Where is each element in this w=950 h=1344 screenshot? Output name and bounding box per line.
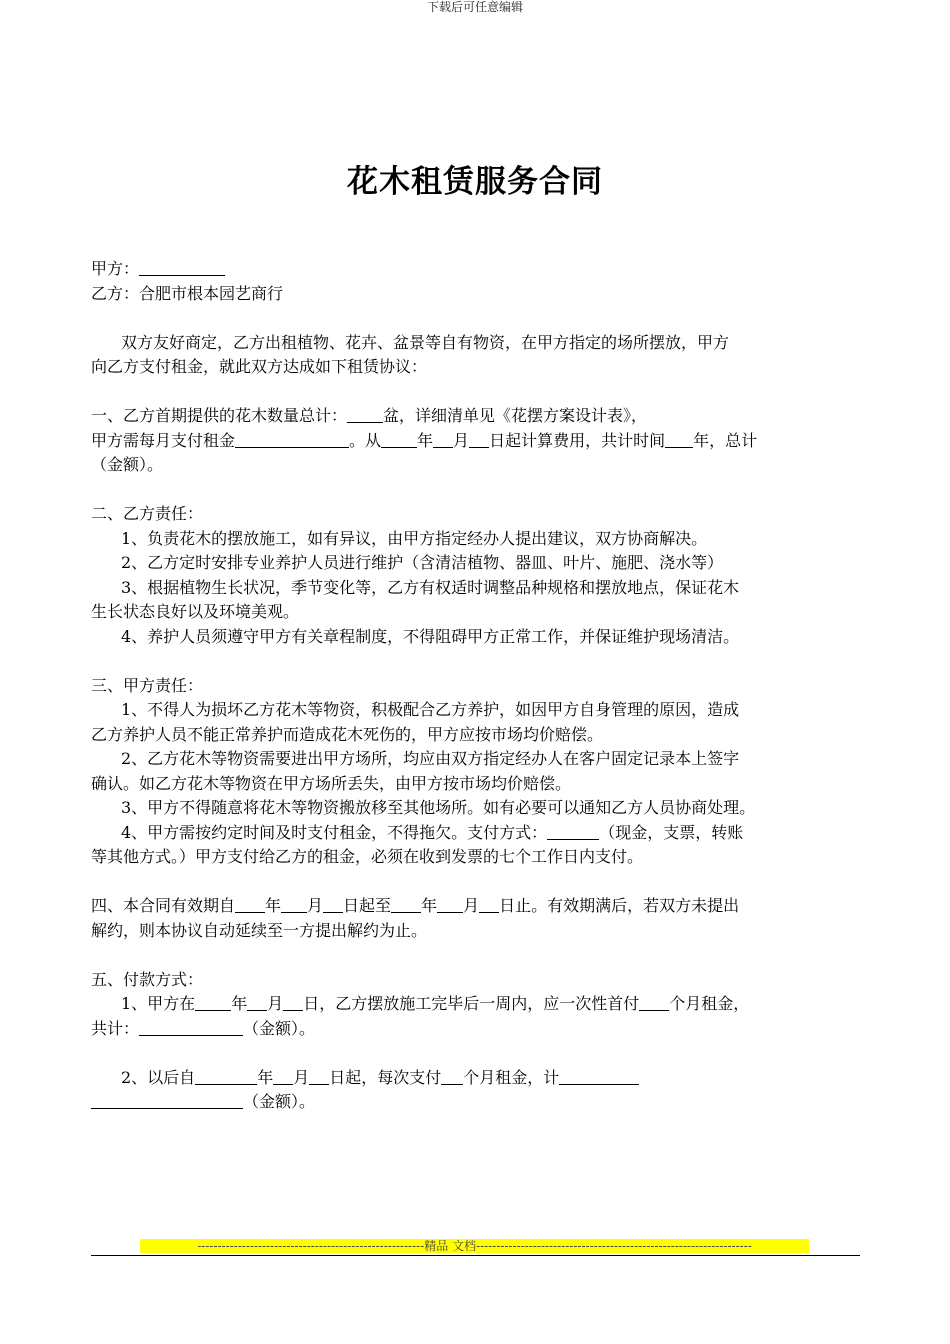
first-pay-amount-blank[interactable]: [139, 1017, 243, 1036]
clause-1-text: 日起计算费用，共计时间: [489, 430, 666, 450]
clause-5-item-1-cont: [91, 1017, 863, 1042]
footer-divider: [91, 1255, 860, 1256]
clause-4-text: 四、本合同有效期自: [91, 896, 236, 915]
clause-4-text: 日起至: [343, 896, 392, 915]
clause-3-item-4-cont: 等其他方式。）甲方支付给乙方的租金，必须在收到发票的七个工作日内支付。: [91, 847, 644, 866]
clause-4-text: 年: [265, 896, 282, 915]
clause-3-item-1-cont: 乙方养护人员不能正常养护而造成花木死伤的，甲方应按市场均价赔偿。: [91, 724, 604, 744]
clause-1-text: 甲方需每月支付租金: [91, 430, 236, 450]
clause-3-item-2: 2、乙方花木等物资需要进出甲方场所，均应由双方指定经办人在客户固定记录本上签字: [121, 749, 740, 768]
clause-5-text: 日，乙方摆放施工完毕后一周内，应一次性首付: [303, 994, 640, 1013]
page-header-note: 下载后可任意编辑: [426, 0, 523, 14]
clause-5-text: 月: [293, 1067, 310, 1087]
start-day-blank[interactable]: [469, 429, 489, 448]
clause-3-text: （现金，支票，转账: [599, 822, 744, 842]
clause-2-item-3-cont: 生长状态良好以及环境美观。: [91, 602, 300, 621]
clause-1-text: 盆，详细清单见《花摆方案设计表》，: [383, 406, 648, 425]
clause-4-text: 月: [463, 896, 480, 915]
clause-5-item-2-cont: [91, 1090, 863, 1115]
first-pay-month-blank[interactable]: [247, 992, 267, 1011]
clause-5-text: 月: [267, 994, 284, 1013]
later-pay-months-blank[interactable]: [441, 1066, 463, 1085]
clause-5-text: 个月租金，计: [463, 1067, 560, 1087]
clause-5-text: （金额）。: [243, 1092, 316, 1111]
clause-5-text: 日起，每次支付: [329, 1067, 442, 1087]
document-title: 花木租赁服务合同: [347, 164, 603, 200]
payment-method-blank[interactable]: [547, 821, 599, 840]
clause-1-line-2: [91, 429, 863, 454]
party-a-blank[interactable]: [139, 257, 225, 276]
valid-from-year-blank[interactable]: [235, 894, 265, 913]
later-pay-day-blank[interactable]: [309, 1066, 329, 1085]
valid-to-day-blank[interactable]: [479, 894, 499, 913]
clause-5-text: （金额）。: [243, 1018, 316, 1038]
clause-5-text: 2、以后自: [121, 1067, 196, 1087]
clause-1-text: 月: [453, 430, 470, 450]
clause-1-line-3: （金额）。: [91, 455, 164, 474]
later-pay-amount-blank-2[interactable]: [91, 1090, 243, 1109]
clause-1-text: 年，总计: [693, 430, 758, 450]
clause-5-text: 1、甲方在: [121, 994, 196, 1013]
party-b-line: 乙方：合肥市根本园艺商行: [91, 283, 284, 303]
clause-1-text: 一、乙方首期提供的花木数量总计：: [91, 406, 348, 425]
party-a-label: 甲方：: [91, 259, 140, 278]
later-pay-month-blank[interactable]: [273, 1066, 293, 1085]
start-month-blank[interactable]: [433, 429, 453, 448]
intro-line-2: 向乙方支付租金，就此双方达成如下租赁协议：: [91, 357, 428, 376]
monthly-rent-blank[interactable]: [235, 429, 349, 448]
valid-to-year-blank[interactable]: [391, 894, 421, 913]
clause-2-item-4: 4、养护人员须遵守甲方有关章程制度，不得阻碍甲方正常工作，并保证维护现场清洁。: [121, 626, 740, 646]
footer-banner: --------------------------------------------------------精品 文档--------------------------------------------------------------------: [140, 1239, 809, 1253]
party-a-line: [91, 257, 863, 282]
contract-body: [91, 257, 863, 1115]
clause-3-heading: 三、甲方责任：: [91, 675, 204, 695]
clause-2-item-2: 2、乙方定时安排专业养护人员进行维护（含清洁植物、器皿、叶片、施肥、浇水等）: [121, 553, 724, 572]
clause-2-item-3: 3、根据植物生长状况，季节变化等，乙方有权适时调整品种规格和摆放地点，保证花木: [121, 577, 740, 597]
clause-4-line-1: [91, 894, 863, 919]
start-year-blank[interactable]: [381, 429, 417, 448]
clause-1-line-1: [91, 404, 863, 429]
valid-to-month-blank[interactable]: [437, 894, 463, 913]
later-pay-amount-blank[interactable]: [559, 1066, 639, 1085]
clause-4-text: 年: [421, 896, 438, 915]
clause-1-text: 年: [417, 430, 434, 450]
clause-2-item-1: 1、负责花木的摆放施工，如有异议，由甲方指定经办人提出建议，双方协商解决。: [121, 528, 708, 548]
later-pay-year-blank[interactable]: [195, 1066, 257, 1085]
plant-count-blank[interactable]: [347, 404, 383, 423]
clause-5-heading: 五、付款方式：: [91, 969, 204, 989]
valid-from-month-blank[interactable]: [281, 894, 307, 913]
clause-4-text: 月: [307, 896, 324, 915]
clause-5-text: 年: [231, 994, 248, 1013]
clause-5-text: 个月租金，: [669, 994, 750, 1013]
clause-3-item-3: 3、甲方不得随意将花木等物资搬放移至其他场所。如有必要可以通知乙方人员协商处理。: [121, 798, 756, 817]
clause-4-line-2: 解约，则本协议自动延续至一方提出解约为止。: [91, 920, 428, 940]
clause-3-text: 4、甲方需按约定时间及时支付租金，不得拖欠。支付方式：: [121, 822, 548, 842]
clause-3-item-1: 1、不得人为损坏乙方花木等物资，积极配合乙方养护，如因甲方自身管理的原因，造成: [121, 700, 740, 719]
intro-line-1: 双方友好商定，乙方出租植物、花卉、盆景等自有物资，在甲方指定的场所摆放，甲方: [121, 332, 730, 352]
clause-4-text: 日止。有效期满后，若双方未提出: [499, 896, 740, 915]
first-pay-day-blank[interactable]: [283, 992, 303, 1011]
first-pay-year-blank[interactable]: [195, 992, 231, 1011]
term-years-blank[interactable]: [665, 429, 693, 448]
clause-5-text: 共计：: [91, 1018, 140, 1038]
clause-3-item-4: [91, 821, 863, 846]
clause-5-text: 年: [257, 1067, 274, 1087]
first-pay-months-blank[interactable]: [639, 992, 669, 1011]
clause-5-item-2: [91, 1066, 863, 1091]
clause-2-heading: 二、乙方责任：: [91, 504, 204, 523]
clause-5-item-1: [91, 992, 863, 1017]
valid-from-day-blank[interactable]: [323, 894, 343, 913]
clause-3-item-2-cont: 确认。如乙方花木等物资在甲方场所丢失，由甲方按市场均价赔偿。: [91, 773, 572, 793]
clause-1-text: 。从: [349, 430, 382, 450]
